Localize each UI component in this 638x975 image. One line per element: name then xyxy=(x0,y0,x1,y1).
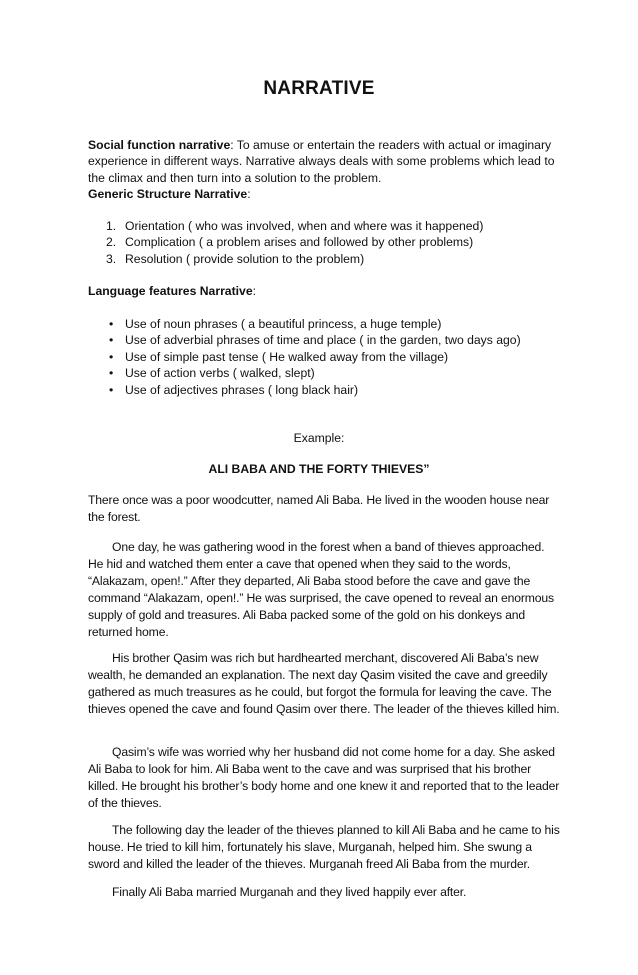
bullet-icon: • xyxy=(109,333,114,348)
story-paragraph: There once was a poor woodcutter, named Ali Baba. He lived in the wooden house near the forest. xyxy=(88,493,550,524)
list-item: • Use of simple past tense ( He walked away from the village) xyxy=(109,349,449,364)
generic-structure-heading: Generic Structure Narrative: xyxy=(88,187,251,201)
story-title: ALI BABA AND THE FORTY THIEVES” xyxy=(208,462,430,476)
list-item: 2. Complication ( a problem arises and followed by other problems) xyxy=(106,235,474,250)
bullet-icon: • xyxy=(109,317,114,331)
page-title: NARRATIVE xyxy=(263,78,375,99)
list-item: • Use of adverbial phrases of time and place ( in the garden, two days ago) xyxy=(109,333,521,348)
social-function-paragraph xyxy=(88,137,558,186)
list-item: • Use of action verbs ( walked, slept) xyxy=(109,366,315,381)
story-paragraph: Finally Ali Baba married Murganah and they lived happily ever after. xyxy=(112,885,467,899)
social-function-label: Social function narrative xyxy=(88,138,231,152)
language-features-list xyxy=(88,316,558,398)
bullet-icon: • xyxy=(109,382,114,397)
story-paragraph: Qasim’s wife was worried why her husband did not come home for a day. She asked Ali Baba to look for him. Ali Baba went to the cave and was surprised that his brother killed. He brought his brother’s body home and one knew it and reported that to the leader of the thieves. xyxy=(88,745,560,810)
story-paragraph: The following day the leader of the thieves planned to kill Ali Baba and he came to his house. He tried to kill him, fortunately his slave, Murganah, helped him. She swung a sword and killed the leader of the thieves. Murganah freed Ali Baba from the murder. xyxy=(88,823,560,871)
bullet-icon: • xyxy=(109,366,114,381)
language-features-label: Language features Narrative xyxy=(88,284,253,298)
story-paragraph: His brother Qasim was rich but hardhearted merchant, discovered Ali Baba’s new wealth, he demanded an explanation. The next day Qasim visited the cave and greedily gathered as much treasures as he could, but forgot the formula for leaving the cave. The thieves opened the cave and found Qasim over there. The leader of the thieves killed him. xyxy=(88,651,560,716)
list-item: 3. Resolution ( provide solution to the problem) xyxy=(106,251,365,266)
generic-structure-list xyxy=(88,218,558,267)
list-item: 1. Orientation ( who was involved, when and where was it happened) xyxy=(106,219,484,233)
social-function-text: : To amuse or entertain the readers with actual or imaginary experience in different ways. Narrative always deals with some problems which lead to the climax and then turn into a solution to the problem. xyxy=(88,138,555,185)
bullet-icon: • xyxy=(109,349,114,364)
generic-structure-label: Generic Structure Narrative xyxy=(88,187,248,201)
language-features-heading: Language features Narrative: xyxy=(88,284,256,298)
list-item: • Use of noun phrases ( a beautiful princess, a huge temple) xyxy=(109,317,442,331)
list-item: • Use of adjectives phrases ( long black hair) xyxy=(109,382,359,397)
story-paragraph: One day, he was gathering wood in the forest when a band of thieves approached. He hid and watched them enter a cave that opened when they said to the words, “Alakazam, open!.” After they departed, Ali Baba stood before the cave and gave the command “Alakazam, open!.” He was surprised, the cave opened to reveal an enormous supply of gold and treasures. Ali Baba packed some of the gold on his donkeys and returned home. xyxy=(88,540,554,639)
example-label: Example: xyxy=(293,431,345,445)
